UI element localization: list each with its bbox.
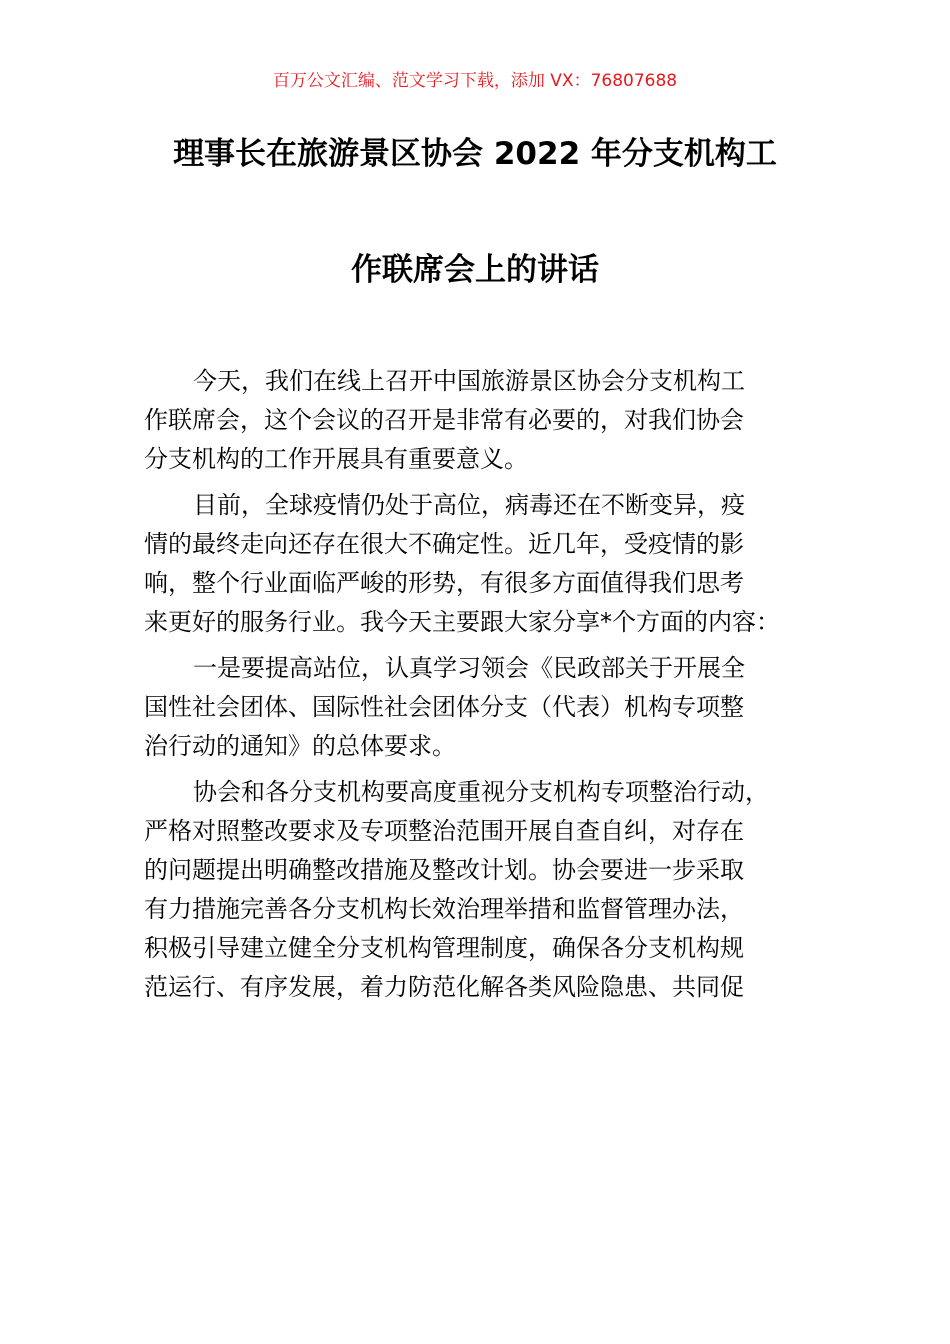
paragraph-line: 今天，我们在线上召开中国旅游景区协会分支机构工 — [193, 367, 745, 395]
paragraph-line: 来更好的服务行业。我今天主要跟大家分享*个方面的内容： — [144, 608, 780, 636]
paragraph-4 — [144, 773, 824, 1007]
paragraph-line: 严格对照整改要求及专项整治范围开展自查自纠，对存在 — [144, 817, 744, 845]
paragraph-line: 范运行、有序发展，着力防范化解各类风险隐患、共同促 — [144, 973, 744, 1001]
document-title-line-2: 作联席会上的讲话 — [351, 252, 599, 288]
paragraph-line: 情的最终走向还存在很大不确定性。近几年，受疫情的影 — [144, 530, 744, 558]
paragraph-line: 作联席会，这个会议的召开是非常有必要的，对我们协会 — [144, 406, 744, 434]
paragraph-line: 国性社会团体、国际性社会团体分支（代表）机构专项整 — [144, 693, 744, 721]
paragraph-line: 目前，全球疫情仍处于高位，病毒还在不断变异，疫 — [193, 491, 745, 519]
paragraph-line: 治行动的通知》的总体要求。 — [144, 732, 456, 760]
paragraph-3 — [144, 649, 824, 766]
paragraph-line: 协会和各分支机构要高度重视分支机构专项整治行动， — [193, 778, 769, 806]
paragraph-line: 分支机构的工作开展具有重要意义。 — [144, 445, 528, 473]
header-promo-note: 百万公文汇编、范文学习下载，添加 VX：76807688 — [272, 71, 678, 91]
document-body — [144, 362, 824, 1014]
paragraph-line: 一是要提高站位，认真学习领会《民政部关于开展全 — [193, 654, 745, 682]
paragraph-line: 有力措施完善各分支机构长效治理举措和监督管理办法， — [144, 895, 744, 923]
paragraph-1 — [144, 362, 824, 479]
paragraph-line: 积极引导建立健全分支机构管理制度，确保各分支机构规 — [144, 934, 744, 962]
paragraph-2 — [144, 486, 824, 642]
paragraph-line: 的问题提出明确整改措施及整改计划。协会要进一步采取 — [144, 856, 744, 884]
document-title-line-1: 理事长在旅游景区协会 2022 年分支机构工 — [173, 136, 777, 172]
paragraph-line: 响，整个行业面临严峻的形势，有很多方面值得我们思考 — [144, 569, 744, 597]
